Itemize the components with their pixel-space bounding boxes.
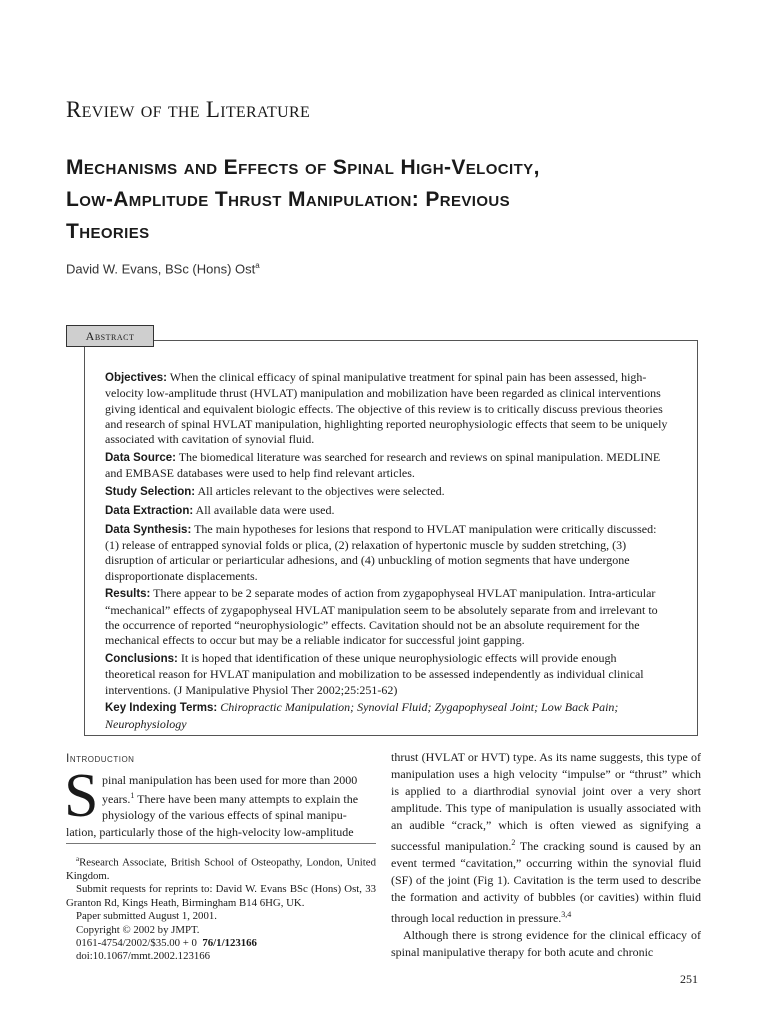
abstract-label: Conclusions: [105,653,178,666]
intro-line: pinal manipulation has been used for more than 2000 [102,773,358,787]
intro-line-part: years. [102,792,131,807]
article-title [66,152,716,248]
introduction-heading: Introduction [66,751,135,765]
footnotes [66,853,376,964]
footnote-reprints: Submit requests for reprints to: David W. Evans BSc (Hons) Ost, 33 Granton Rd, Kings Heath, Birmingham B14 6HG, UK. [66,883,376,909]
abstract-key-terms [105,700,670,732]
abstract-results [105,586,670,648]
footnote-text: Research Associate, British School of Osteopathy, London, United Kingdom. [66,856,376,882]
abstract-data-synthesis [105,522,670,584]
abstract-label: Key Indexing Terms: [105,702,218,715]
drop-cap: S [64,762,99,830]
abstract-label: Data Source: [105,451,176,464]
right-paragraph: Although there is strong evidence for the clinical efficacy of spinal manipulative therapy for both acute and chronic [391,928,701,959]
reference-mark: 1 [130,791,135,801]
abstract-tab: Abstract [66,325,154,347]
right-column [391,749,701,961]
author-name: David W. Evans, BSc (Hons) Ost [66,261,256,277]
abstract-objectives [105,370,670,447]
intro-line: lation, particularly those of the high-velocity low-amplitude [66,824,354,839]
footnote-doi: doi:10.1067/mmt.2002.123166 [76,950,211,963]
reference-mark: 2 [511,838,516,847]
reference-mark: 3,4 [561,910,572,919]
author-line [66,261,260,276]
paragraph-text: thrust (HVLAT or HVT) type. As its name suggests, this type of manipulation uses a high velocity “impulse” or “thrust” which is applied to a diarthrodial synovial joint over a very short amplitude. This type of manipulation is usually associated with an audible “crack,” which is often viewed as signifying a successful manipulation. [391,750,701,853]
title-line: Theories [66,220,150,243]
footnote-issn-text: 0161-4754/2002/$35.00 + 0 [76,937,197,950]
abstract-text: When the clinical efficacy of spinal manipulative treatment for spinal pain has been assessed, high-velocity low-amplitude thrust (HVLAT) manipulation and mobilization have been regarded as clinical interventions giving identical and equivalent biologic effects. The objective of this review is to critically discuss previous theories and research of spinal HVLAT manipulation, highlighting reported neurophysiologic effects that seem to be uniquely associated with cavitation of synovial fluid. [105,370,668,447]
abstract-text: The biomedical literature was searched for research and reviews on spinal manipulation. MEDLINE and EMBASE databases were used to help find relevant articles. [105,449,661,481]
paragraph-text: The cracking sound is caused by an event termed “cavitation,” occurring within the synovial fluid (SF) of the joint (Fig 1). Cavitation is the term used to describe the formation and activity of bubbles (or cavities) within fluid through local reduction in pressure. [391,839,701,925]
abstract-study-selection [105,484,670,500]
abstract-text: All articles relevant to the objectives were selected. [195,484,445,499]
footnote-affiliation [66,853,376,883]
abstract-conclusions [105,651,670,698]
section-label: Review of the Literature [66,97,311,122]
abstract-label: Data Extraction: [105,504,194,517]
footnote-issn-bold: 76/1/123166 [202,937,257,950]
abstract-text: The main hypotheses for lesions that respond to HVLAT manipulation were critically discussed: (1) release of entrapped synovial folds or plica, (2) relaxation of hypertonic muscle by sudden stretching, (3) disruption of articular or periarticular adhesions, and (4) unbuckling of motion segments that have undergone disproportionate displacements. [105,521,657,583]
footnote-copyright: Copyright © 2002 by JMPT. [76,923,200,936]
abstract-data-extraction [105,503,670,519]
abstract-text: There appear to be 2 separate modes of action from zygapophyseal HVLAT manipulation. Intra-articular “mechanical” effects of zygapophyseal HVLAT manipulation seem to be absolutely separate from and irrelevant to the occurrence of reported “neurophysiologic” effects. Cavitation should not be an absolute requirement for the mechanical effects to occur but may be a reliable indicator for successful joint gapping. [105,586,658,648]
footnote-submitted: Paper submitted August 1, 2001. [76,910,217,923]
right-paragraph [391,749,701,927]
page-number: 251 [680,972,698,986]
title-line: Mechanisms and Effects of Spinal High-Velocity, [66,156,540,179]
author-affiliation-mark: a [255,261,260,270]
intro-line [66,788,376,807]
key-terms-list: Chiropractic Manipulation; Synovial Fluid; Zygapophyseal Joint; Low Back Pain; Neurophysiology [105,700,619,731]
intro-line: physiology of the various effects of spinal manipu- [102,808,347,823]
intro-paragraph [64,762,376,840]
footnote-mark: a [76,855,80,863]
footnote-divider [66,843,376,844]
abstract-body [105,370,670,735]
abstract-label: Objectives: [105,372,167,384]
footnote-issn [66,937,376,950]
abstract-label: Data Synthesis: [105,523,192,536]
intro-line-part: There have been many attempts to explain the [134,792,359,807]
abstract-text: All available data were used. [193,502,335,517]
abstract-data-source [105,450,670,482]
abstract-label: Results: [105,588,151,601]
title-line: Low-Amplitude Thrust Manipulation: Previous [66,188,511,211]
abstract-label: Study Selection: [105,486,196,499]
abstract-text: It is hoped that identification of these unique neurophysiologic effects will provide enough theoretical reason for HVLAT manipulation and mobilization to be assessed independently as individual clinical interventions. (J Manipulative Physiol Ther 2002;25:251-62) [105,651,644,697]
